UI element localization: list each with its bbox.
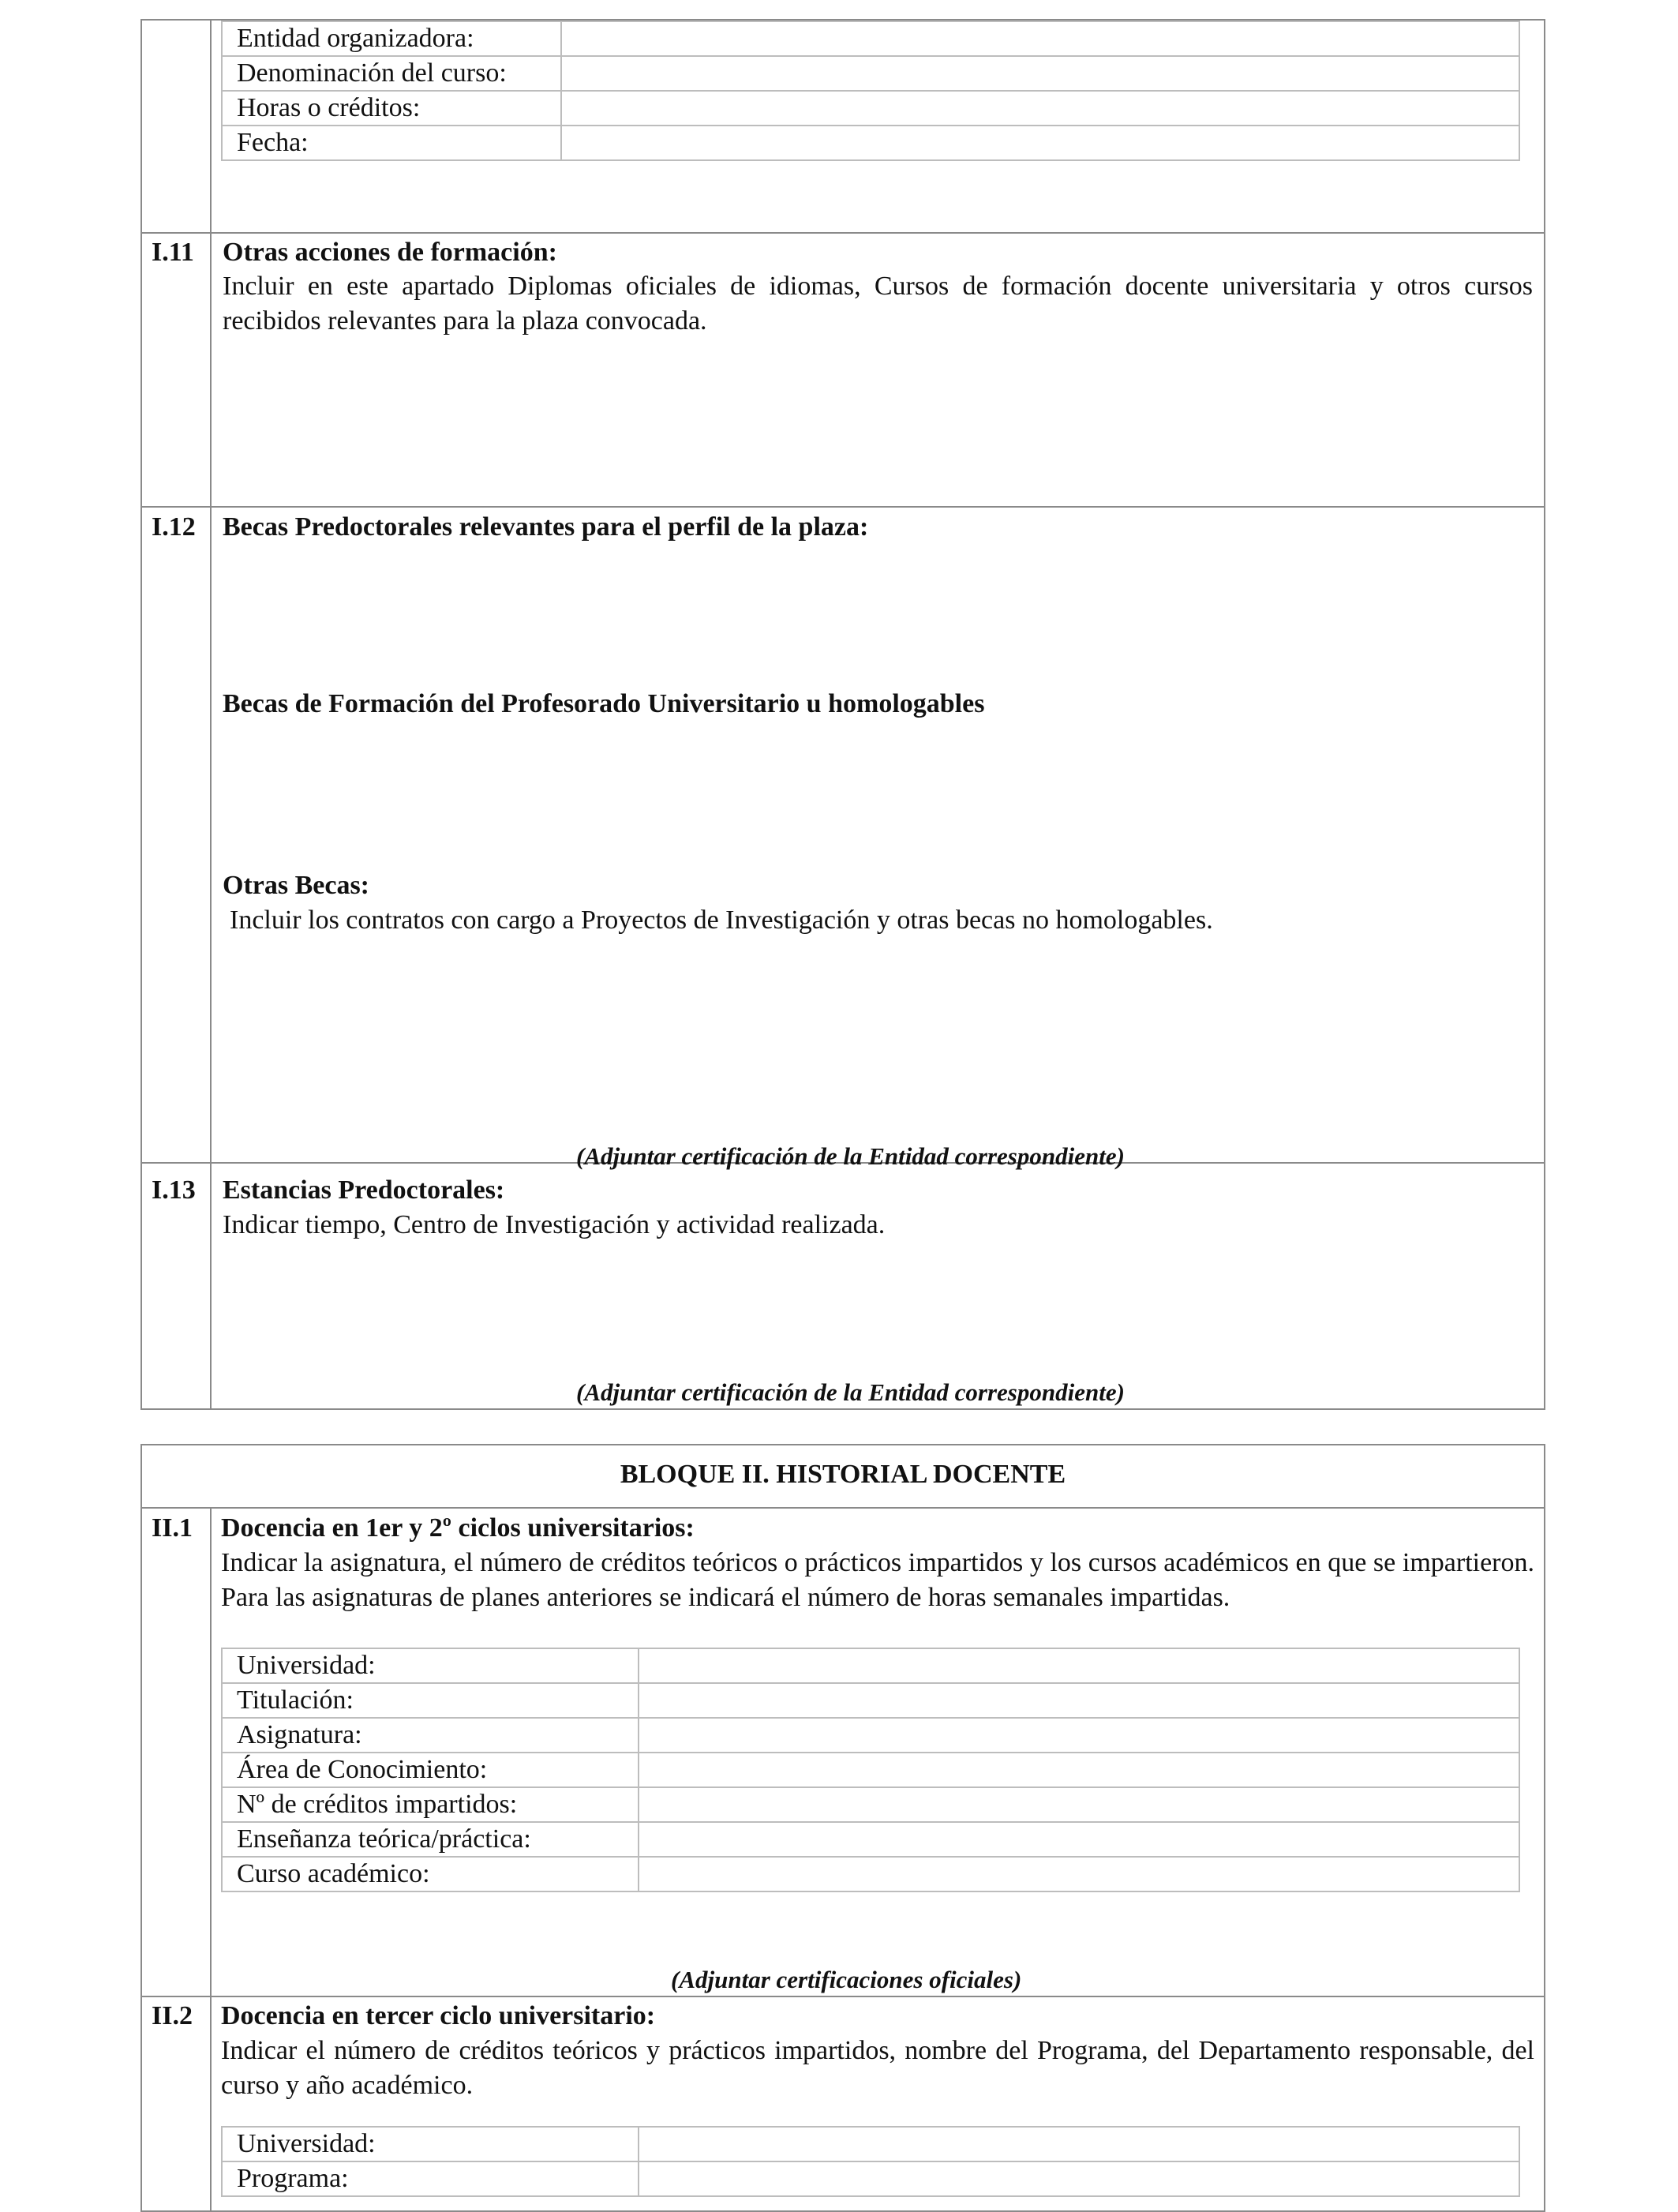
- entidad-organizadora-field[interactable]: [561, 21, 1519, 56]
- section-title-ii1: Docencia en 1er y 2º ciclos universitarios:: [221, 1513, 695, 1543]
- form-label: Nº de créditos impartidos:: [222, 1787, 639, 1822]
- teaching-form-ii1: [221, 1648, 1520, 1892]
- row-divider-i12: [140, 506, 1545, 508]
- form-row: [222, 1718, 1519, 1753]
- attachment-note-i13: (Adjuntar certificación de la Entidad correspondiente): [576, 1378, 1125, 1406]
- area-conocimiento-field[interactable]: [639, 1753, 1519, 1787]
- section-number-i12: I.12: [152, 512, 196, 542]
- section-text-ii1: Indicar la asignatura, el número de créditos teóricos o prácticos impartidos y los cursos académicos en que se impartieron. Para las asignaturas de planes anteriores se indicará el número de horas semanales impartidas.: [221, 1548, 1534, 1612]
- creditos-impartidos-field[interactable]: [639, 1787, 1519, 1822]
- block1-number-column-divider: [210, 19, 212, 1410]
- form-label: Entidad organizadora:: [222, 21, 561, 56]
- section-number-ii1: II.1: [152, 1513, 193, 1543]
- section-text-i11: Incluir en este apartado Diplomas oficiales de idiomas, Cursos de formación docente universitaria y otros cursos recibidos relevantes para la plaza convocada.: [223, 272, 1533, 336]
- form-row: [222, 126, 1519, 160]
- section-text-i12: Incluir los contratos con cargo a Proyectos de Investigación y otras becas no homologables.: [230, 905, 1213, 935]
- form-label: Programa:: [222, 2161, 639, 2196]
- block2-number-column-divider: [210, 1507, 212, 2212]
- subtitle-becas-fpu: Becas de Formación del Profesorado Universitario u homologables: [223, 689, 985, 718]
- form-row: [222, 91, 1519, 126]
- section-number-i11: I.11: [152, 238, 194, 267]
- form-row: [222, 1683, 1519, 1718]
- block2-heading-divider: [140, 1507, 1545, 1509]
- form-label: Universidad:: [222, 2127, 639, 2161]
- row-divider-ii2: [140, 1996, 1545, 1997]
- curso-academico-field[interactable]: [639, 1857, 1519, 1891]
- form-label: Titulación:: [222, 1683, 639, 1718]
- section-text-i13: Indicar tiempo, Centro de Investigación y actividad realizada.: [223, 1210, 886, 1239]
- form-label: Área de Conocimiento:: [222, 1753, 639, 1787]
- denominacion-curso-field[interactable]: [561, 56, 1519, 91]
- form-label: Horas o créditos:: [222, 91, 561, 126]
- form-row: [222, 21, 1519, 56]
- form-row: [222, 56, 1519, 91]
- row-divider-i11: [140, 232, 1545, 234]
- subtitle-otras-becas: Otras Becas:: [223, 871, 370, 900]
- form-label: Fecha:: [222, 126, 561, 160]
- block2-heading: BLOQUE II. HISTORIAL DOCENTE: [620, 1460, 1066, 1489]
- fecha-field[interactable]: [561, 126, 1519, 160]
- ensenanza-field[interactable]: [639, 1822, 1519, 1857]
- programa-field[interactable]: [639, 2161, 1519, 2196]
- section-number-ii2: II.2: [152, 2001, 193, 2030]
- form-label: Denominación del curso:: [222, 56, 561, 91]
- teaching-form-ii2: [221, 2126, 1520, 2197]
- titulacion-field[interactable]: [639, 1683, 1519, 1718]
- attachment-note-ii1: (Adjuntar certificaciones oficiales): [671, 1966, 1022, 1993]
- horas-creditos-field[interactable]: [561, 91, 1519, 126]
- section-title-i11: Otras acciones de formación:: [223, 238, 557, 267]
- form-label: Asignatura:: [222, 1718, 639, 1753]
- form-label: Enseñanza teórica/práctica:: [222, 1822, 639, 1857]
- form-row: [222, 1753, 1519, 1787]
- section-title-ii2: Docencia en tercer ciclo universitario:: [221, 2001, 656, 2030]
- form-row: [222, 2161, 1519, 2196]
- form-row: [222, 1648, 1519, 1683]
- form-label: Curso académico:: [222, 1857, 639, 1891]
- section-title-i12: Becas Predoctorales relevantes para el perfil de la plaza:: [223, 512, 869, 542]
- form-label: Universidad:: [222, 1648, 639, 1683]
- form-row: [222, 1787, 1519, 1822]
- universidad-field[interactable]: [639, 1648, 1519, 1683]
- asignatura-field[interactable]: [639, 1718, 1519, 1753]
- course-form: [221, 21, 1520, 161]
- section-text-ii2: Indicar el número de créditos teóricos y prácticos impartidos, nombre del Programa, del Departamento responsable, del curso y año académico.: [221, 2036, 1534, 2100]
- form-row: [222, 2127, 1519, 2161]
- form-row: [222, 1857, 1519, 1891]
- universidad-field-ii2[interactable]: [639, 2127, 1519, 2161]
- attachment-note-i12: (Adjuntar certificación de la Entidad correspondiente): [576, 1142, 1125, 1170]
- form-row: [222, 1822, 1519, 1857]
- section-title-i13: Estancias Predoctorales:: [223, 1175, 505, 1205]
- section-number-i13: I.13: [152, 1175, 196, 1205]
